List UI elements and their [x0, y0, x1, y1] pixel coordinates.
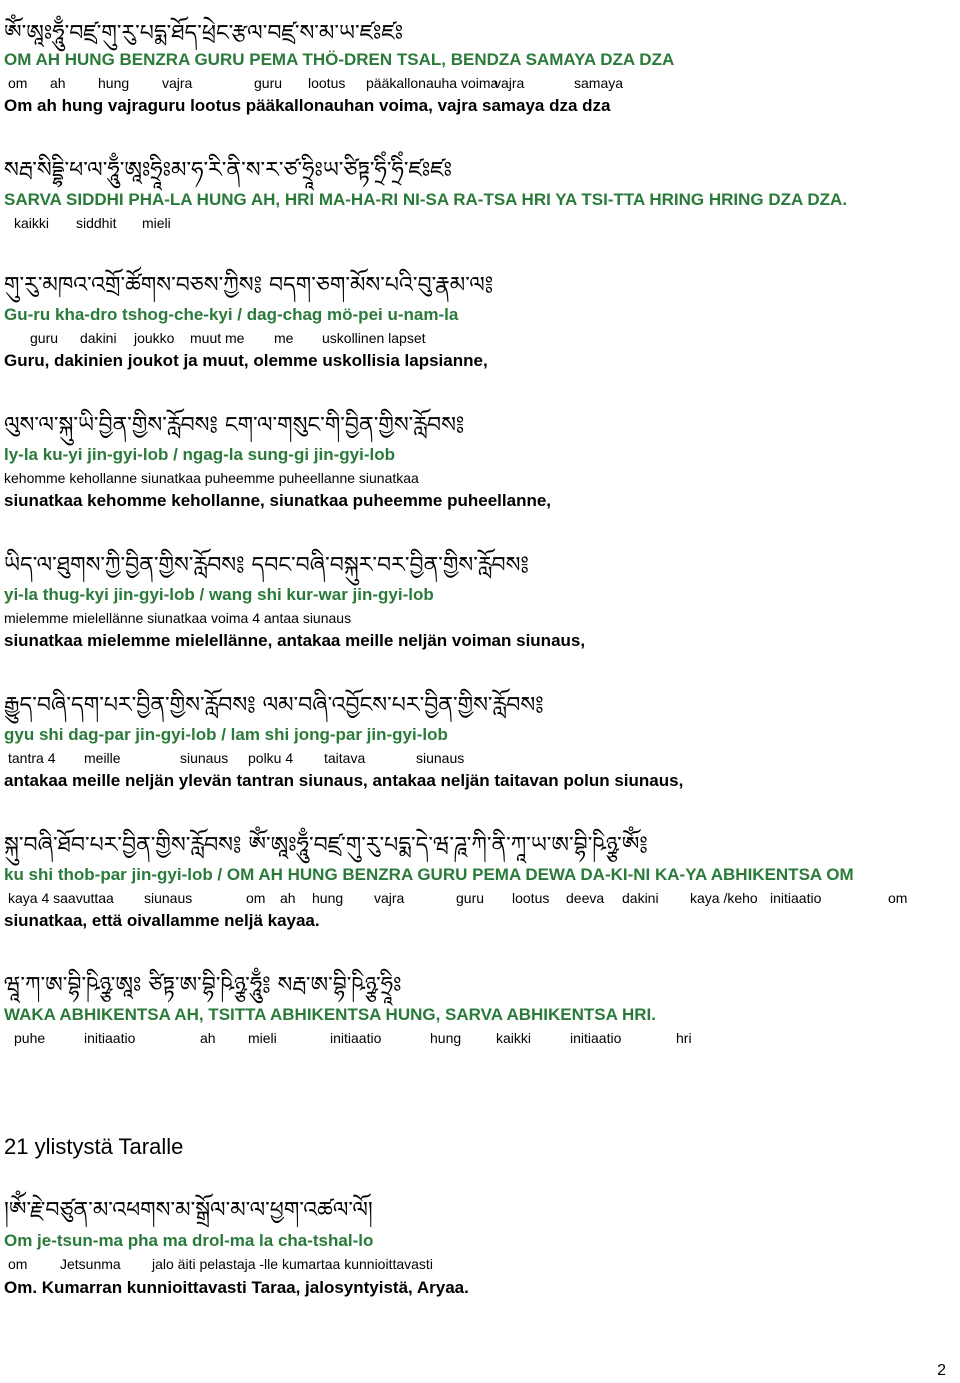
translation-line: siunatkaa, että oivallamme neljä kayaa.: [4, 911, 320, 930]
gloss-word: kaikki: [496, 1030, 532, 1046]
gloss-word: kaya 4 saavuttaa: [8, 890, 114, 906]
page-number: 2: [937, 1362, 946, 1379]
gloss-word: uskollinen lapset: [322, 330, 426, 346]
gloss-word: om: [8, 75, 28, 91]
transliteration-line: ly-la ku-yi jin-gyi-lob / ngag-la sung-gi jin-gyi-lob: [4, 445, 395, 464]
gloss-line: [4, 890, 954, 908]
gloss-word: guru: [456, 890, 485, 906]
translation-line: Guru, dakinien joukot ja muut, olemme uskollisia lapsianne,: [4, 351, 488, 370]
tibetan-line: ལུས་ལ་སྐུ་ཡི་བྱིན་གྱིས་རློབས༔ ངག་ལ་གསུང་གི་བྱིན་གྱིས་རློབས༔: [4, 413, 465, 438]
translation-line: Om. Kumarran kunnioittavasti Taraa, jalosyntyistä, Aryaa.: [4, 1278, 469, 1297]
tibetan-line: ཨོཾ་ཨཱཿཧཱུྃ་བཛྲ་གུ་རུ་པདྨ་ཐོད་ཕྲེང་རྩལ་བཛྲ་ས་མ་ཡ་ཛཿཛཿ: [4, 21, 404, 46]
gloss-word: joukko: [134, 330, 175, 346]
gloss-word: lootus: [308, 75, 346, 91]
gloss-word: initiaatio: [84, 1030, 136, 1046]
gloss-word: initiaatio: [570, 1030, 622, 1046]
gloss-line: [4, 750, 954, 768]
gloss-word: kaya /keho: [690, 890, 758, 906]
tibetan-line: །ཨོཾ་རྗེ་བཙུན་མ་འཕགས་མ་སྒྲོལ་མ་ལ་ཕྱག་འཚལ་ལོ།: [4, 1198, 373, 1223]
gloss-word: ah: [200, 1030, 216, 1046]
gloss-word: vajra: [162, 75, 193, 91]
gloss-word: pääkallonauha voima: [366, 75, 499, 91]
gloss-word: hung: [430, 1030, 462, 1046]
gloss-word: lootus: [512, 890, 550, 906]
gloss-word: ah: [280, 890, 296, 906]
gloss-word: dakini: [622, 890, 659, 906]
gloss-word: om: [888, 890, 908, 906]
gloss-word: siddhit: [76, 215, 117, 231]
translation-line: siunatkaa mielemme mielellänne, antakaa meille neljän voiman siunaus,: [4, 631, 586, 650]
translation-line: Om ah hung vajraguru lootus pääkallonauhan voima, vajra samaya dza dza: [4, 96, 611, 115]
transliteration-line: WAKA ABHIKENTSA AH, TSITTA ABHIKENTSA HUNG, SARVA ABHIKENTSA HRI.: [4, 1005, 656, 1024]
gloss-line: [4, 1256, 954, 1274]
gloss-line: mielemme mielellänne siunatkaa voima 4 antaa siunaus: [4, 610, 352, 626]
tibetan-line: སརྦ་སིདྡྷི་ཕ་ལ་ཧཱུྃ་ཨཱཿཧྲཱིཿམ་ཧ་རི་ནི་ས་ར་ཙ་ཧྲཱིཿཡ་ཙིཏྟ་ཧྲིཾ་ཧྲིཾ་ཛཿཛཿ: [4, 158, 453, 183]
gloss-word: siunaus: [180, 750, 229, 766]
gloss-word: vajra: [494, 75, 525, 91]
gloss-word: mieli: [142, 215, 171, 231]
gloss-word: vajra: [374, 890, 405, 906]
gloss-line: [4, 75, 954, 93]
gloss-word: hung: [312, 890, 344, 906]
translation-line: antakaa meille neljän ylevän tantran siunaus, antakaa neljän taitavan polun siunaus,: [4, 771, 684, 790]
gloss-word: me: [274, 330, 294, 346]
gloss-word: om: [246, 890, 266, 906]
gloss-word: initiaatio: [330, 1030, 382, 1046]
gloss-word: taitava: [324, 750, 366, 766]
gloss-word: mieli: [248, 1030, 277, 1046]
gloss-word: ah: [50, 75, 66, 91]
transliteration-line: Gu-ru kha-dro tshog-che-kyi / dag-chag mö-pei u-nam-la: [4, 305, 459, 324]
tibetan-line: རྒྱུད་བཞི་དག་པར་བྱིན་གྱིས་རློབས༔ ལམ་བཞི་འབྱོངས་པར་བྱིན་གྱིས་རློབས༔: [4, 693, 544, 718]
gloss-word: guru: [30, 330, 59, 346]
gloss-word: Jetsunma: [60, 1256, 121, 1272]
gloss-word: meille: [84, 750, 121, 766]
gloss-line: [4, 215, 954, 233]
transliteration-line: ku shi thob-par jin-gyi-lob / OM AH HUNG BENZRA GURU PEMA DEWA DA-KI-NI KA-YA ABHIKENTSA OM: [4, 865, 854, 884]
gloss-word: siunaus: [144, 890, 193, 906]
gloss-word: puhe: [14, 1030, 46, 1046]
gloss-word: siunaus: [416, 750, 465, 766]
gloss-word: initiaatio: [770, 890, 822, 906]
gloss-line: [4, 330, 954, 348]
transliteration-line: yi-la thug-kyi jin-gyi-lob / wang shi kur-war jin-gyi-lob: [4, 585, 434, 604]
gloss-word: muut me: [190, 330, 245, 346]
gloss-word: polku 4: [248, 750, 294, 766]
tibetan-line: ཝཱ་ཀ་ཨ་བྷི་ཥིཉྩ་ཨཱཿ ཙིཏྟ་ཨ་བྷི་ཥིཉྩ་ཧཱུྃ༔ སརྦ་ཨ་བྷི་ཥིཉྩ་ཧྲཱིཿ: [4, 973, 402, 998]
gloss-word: dakini: [80, 330, 117, 346]
transliteration-line: OM AH HUNG BENZRA GURU PEMA THÖ-DREN TSAL, BENDZA SAMAYA DZA DZA: [4, 50, 675, 69]
gloss-line: [4, 1030, 954, 1048]
gloss-word: tantra 4: [8, 750, 56, 766]
tibetan-line: གུ་རུ་མཁའ་འགྲོ་ཚོགས་བཅས་ཀྱིས༔ བདག་ཅག་མོས་པའི་བུ་རྣམ་ལ༔: [4, 273, 494, 298]
tibetan-line: ཡིད་ལ་ཐུགས་ཀྱི་བྱིན་གྱིས་རློབས༔ དབང་བཞི་བསྐུར་བར་བྱིན་གྱིས་རློབས༔: [4, 553, 529, 578]
gloss-word: guru: [254, 75, 283, 91]
gloss-word: hri: [676, 1030, 692, 1046]
gloss-word: jalo äiti pelastaja -lle kumartaa kunnioittavasti: [152, 1256, 433, 1272]
transliteration-line: Om je-tsun-ma pha ma drol-ma la cha-tshal-lo: [4, 1231, 374, 1250]
gloss-word: deeva: [566, 890, 605, 906]
tibetan-line: སྐུ་བཞི་ཐོབ་པར་བྱིན་གྱིས་རློབས༔ ཨོཾ་ཨཱཿཧཱུྃ་བཛྲ་གུ་རུ་པདྨ་དེ་ཝ་ཌཱ་ཀི་ནི་ཀཱ་ཡ་ཨ་བྷི་ཥིཉྩ་ཨོཾ༔: [4, 833, 648, 858]
gloss-word: om: [8, 1256, 28, 1272]
gloss-word: hung: [98, 75, 130, 91]
gloss-line: kehomme kehollanne siunatkaa puheemme puheellanne siunatkaa: [4, 470, 419, 486]
section-heading: 21 ylistystä Taralle: [4, 1134, 184, 1159]
transliteration-line: gyu shi dag-par jin-gyi-lob / lam shi jong-par jin-gyi-lob: [4, 725, 448, 744]
gloss-word: samaya: [574, 75, 624, 91]
gloss-word: kaikki: [14, 215, 50, 231]
translation-line: siunatkaa kehomme kehollanne, siunatkaa puheemme puheellanne,: [4, 491, 552, 510]
transliteration-line: SARVA SIDDHI PHA-LA HUNG AH, HRI MA-HA-RI NI-SA RA-TSA HRI YA TSI-TTA HRING HRING DZA DZA.: [4, 190, 848, 209]
